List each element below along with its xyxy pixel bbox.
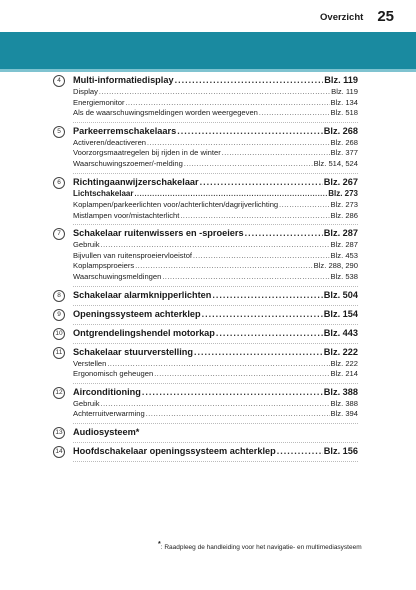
entry-title: Airconditioning (73, 386, 141, 397)
toc-section (56, 289, 358, 306)
entry-page: Blz. 287 (323, 228, 358, 239)
toc-subentry[interactable] (56, 189, 358, 201)
subentry-page: Blz. 222 (330, 358, 358, 368)
page-number: 25 (377, 7, 394, 25)
toc-subentry[interactable] (56, 369, 358, 380)
leader-dots (200, 176, 323, 189)
toc-subentry[interactable] (56, 108, 358, 119)
entry-page: Blz. 268 (323, 125, 358, 136)
toc-section (56, 176, 358, 226)
subentry-title: Waarschuwingszoemer/-melding (73, 158, 183, 168)
leader-dots (135, 262, 312, 272)
toc-subentry[interactable] (56, 200, 358, 211)
section-divider (73, 321, 358, 325)
toc-entry[interactable] (56, 227, 358, 240)
leader-dots (216, 327, 323, 340)
section-divider (73, 420, 358, 424)
leader-dots (134, 190, 327, 201)
leader-dots (126, 99, 330, 109)
toc-subentry[interactable] (56, 261, 358, 272)
toc-entry[interactable] (56, 289, 358, 302)
toc-entry[interactable] (56, 386, 358, 399)
footnote-text: : Raadpleeg de handleiding voor het navigatie- en multimediasysteem (160, 544, 362, 552)
leader-dots (222, 149, 330, 159)
subentry-page: Blz. 287 (330, 240, 358, 250)
toc-subentry[interactable] (56, 159, 358, 170)
leader-dots (147, 139, 330, 149)
toc-section (56, 386, 358, 424)
toc-subentry[interactable] (56, 240, 358, 251)
page-header (0, 0, 416, 32)
leader-dots (202, 308, 323, 321)
header-band-line (0, 69, 416, 72)
subentry-page: Blz. 453 (330, 250, 358, 260)
subentry-title: Gebruik (73, 398, 100, 408)
toc-subentry[interactable] (56, 409, 358, 420)
section-divider (73, 380, 358, 384)
leader-dots (180, 212, 329, 222)
leader-dots (162, 273, 329, 283)
entry-page: Blz. 267 (323, 176, 358, 187)
toc-subentry[interactable] (56, 359, 358, 370)
leader-dots (175, 74, 324, 87)
subentry-title: Koplampsproeiers (73, 261, 135, 271)
subentry-title: Display (73, 87, 98, 96)
leader-dots (184, 160, 313, 170)
subentry-page: Blz. 514, 524 (313, 158, 358, 168)
entry-page: Blz. 154 (323, 308, 358, 319)
section-number-badge: 10 (53, 328, 65, 340)
leader-dots (107, 360, 329, 370)
section-divider (73, 439, 358, 443)
leader-dots (146, 410, 330, 420)
subentry-page: Blz. 119 (331, 87, 358, 96)
subentry-title: Verstellen (73, 358, 107, 368)
leader-dots (194, 346, 323, 359)
section-divider (73, 221, 358, 225)
subentry-title: Waarschuwingsmeldingen (73, 272, 162, 282)
leader-dots (277, 445, 323, 458)
entry-page: Blz. 156 (323, 446, 358, 456)
toc-entry[interactable] (56, 74, 358, 87)
subentry-title: Mistlampen voor/mistachterlicht (73, 210, 180, 220)
section-number-badge: 12 (53, 387, 65, 399)
toc-subentry[interactable] (56, 399, 358, 410)
section-divider (73, 302, 358, 306)
toc-entry[interactable] (56, 308, 358, 321)
subentry-page: Blz. 377 (330, 148, 358, 158)
toc-entry[interactable] (56, 426, 358, 439)
toc-subentry[interactable] (56, 211, 358, 222)
section-number-badge: 9 (53, 309, 65, 321)
leader-dots (279, 201, 329, 211)
section-number-badge: 4 (53, 75, 65, 87)
toc-subentry[interactable] (56, 148, 358, 159)
subentry-title: Activeren/deactiveren (73, 137, 147, 147)
toc-section (56, 445, 358, 462)
subentry-page: Blz. 388 (330, 398, 358, 408)
entry-title: Parkeerremschakelaars (73, 125, 177, 136)
subentry-page: Blz. 273 (328, 188, 358, 198)
section-number-badge: 11 (53, 347, 65, 359)
toc-subentry[interactable] (56, 251, 358, 262)
toc-section (56, 125, 358, 174)
entry-title: Schakelaar stuurverstelling (73, 346, 194, 357)
subentry-title: Achterruitverwarming (73, 409, 145, 419)
subentry-title: Voorzorgsmaatregelen bij rijden in de winter (73, 148, 221, 158)
subentry-page: Blz. 273 (330, 200, 358, 210)
section-divider (73, 283, 358, 287)
toc-section (56, 74, 358, 123)
entry-title: Hoofdschakelaar openingssysteem achterklep (73, 446, 276, 456)
toc-subentry[interactable] (56, 138, 358, 149)
subentry-title: Lichtschakelaar (73, 188, 134, 198)
entry-page: Blz. 388 (323, 386, 358, 397)
leader-dots (245, 227, 323, 240)
subentry-title: Ergonomisch geheugen (73, 369, 154, 379)
leader-dots (259, 109, 330, 119)
entry-title: Ontgrendelingshendel motorkap (73, 327, 215, 338)
table-of-contents (56, 74, 358, 464)
toc-subentry[interactable] (56, 87, 358, 98)
leader-dots (142, 386, 323, 399)
entry-page: Blz. 443 (323, 327, 358, 338)
section-number-badge: 8 (53, 290, 65, 302)
header-band (0, 32, 416, 69)
footnote-mark: * (158, 541, 161, 548)
header-title: Overzicht (320, 11, 364, 23)
toc-entry[interactable] (56, 445, 358, 458)
section-divider (73, 170, 358, 174)
section-divider (73, 119, 358, 123)
entry-title: Audiosysteem* (73, 427, 140, 437)
subentry-page: Blz. 288, 290 (313, 261, 358, 271)
leader-dots (101, 241, 330, 251)
entry-page: Blz. 222 (323, 346, 358, 357)
subentry-page: Blz. 214 (330, 369, 358, 379)
toc-entry[interactable] (56, 346, 358, 359)
toc-section (56, 227, 358, 286)
entry-page: Blz. 504 (323, 289, 358, 300)
toc-section (56, 426, 358, 443)
footnote (158, 541, 362, 551)
entry-title: Richtingaanwijzerschakelaar (73, 176, 199, 187)
leader-dots (99, 88, 330, 98)
section-number-badge: 5 (53, 126, 65, 138)
section-number-badge: 13 (53, 427, 65, 439)
subentry-page: Blz. 268 (330, 137, 358, 147)
subentry-page: Blz. 538 (330, 272, 358, 282)
toc-section (56, 346, 358, 384)
toc-entry[interactable] (56, 176, 358, 189)
toc-section (56, 327, 358, 344)
subentry-page: Blz. 134 (330, 97, 358, 107)
section-divider (73, 340, 358, 344)
toc-section (56, 308, 358, 325)
leader-dots (177, 125, 323, 138)
section-number-badge: 7 (53, 228, 65, 240)
leader-dots (193, 252, 330, 262)
entry-page: Blz. 119 (324, 75, 358, 85)
subentry-title: Energiemonitor (73, 97, 125, 107)
toc-entry[interactable] (56, 327, 358, 340)
toc-entry[interactable] (56, 125, 358, 138)
section-divider (73, 458, 358, 462)
section-number-badge: 14 (53, 446, 65, 458)
subentry-page: Blz. 518 (330, 108, 358, 118)
toc-subentry[interactable] (56, 272, 358, 283)
leader-dots (154, 370, 329, 380)
leader-dots (101, 400, 330, 410)
subentry-title: Koplampen/parkeerlichten voor/achterlichten/dagrijverlichting (73, 200, 279, 210)
entry-title: Multi-informatiedisplay (73, 75, 174, 85)
leader-dots (212, 289, 322, 302)
entry-title: Schakelaar alarmknipperlichten (73, 289, 212, 300)
subentry-page: Blz. 394 (330, 409, 358, 419)
subentry-title: Als de waarschuwingsmeldingen worden weergegeven (73, 108, 258, 118)
section-number-badge: 6 (53, 177, 65, 189)
subentry-title: Bijvullen van ruitensproeiervloeistof (73, 250, 193, 260)
entry-title: Schakelaar ruitenwissers en -sproeiers (73, 228, 244, 239)
entry-title: Openingssysteem achterklep (73, 308, 201, 319)
subentry-page: Blz. 286 (330, 210, 358, 220)
subentry-title: Gebruik (73, 240, 100, 250)
toc-subentry[interactable] (56, 98, 358, 109)
